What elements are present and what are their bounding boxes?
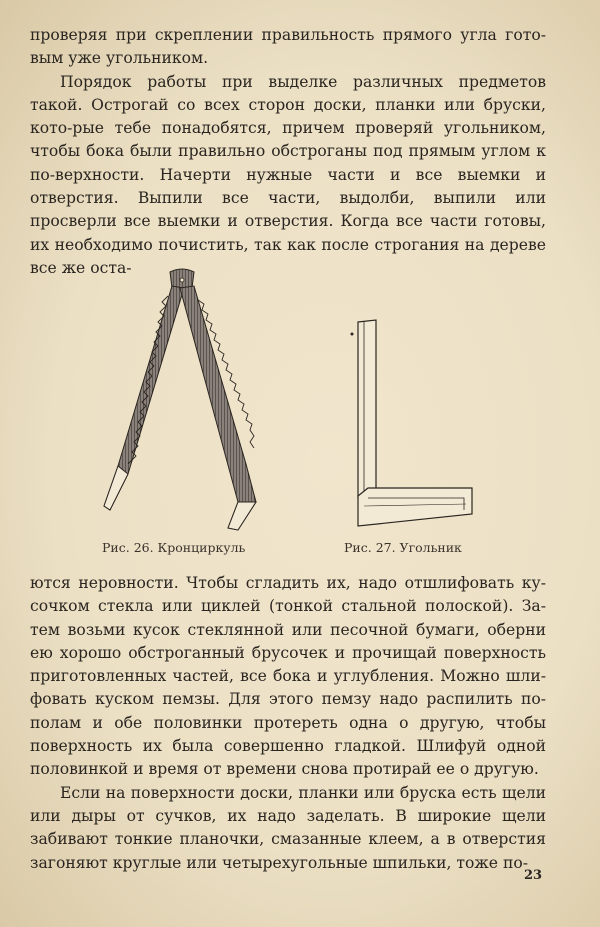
paragraph: ются неровности. Чтобы сгладить их, надо отшлифовать ку-сочком стекла или циклей (тонкой стальной полоской). За-тем возьми кусок стеклянной или песочной бумаги, оберни ею хорошо обстроганный брусочек и прочищай поверхность приготовленных частей, все бока и углубления. Можно шли-фовать куском пемзы. Для этого пемзу надо распилить по-полам и обе половинки протереть одна о другую, чтобы поверхность их была совершенно гладкой. Шлифуй одной половинкой и время от времени снова протирай ее о другую. — [30, 574, 546, 779]
paragraph: Порядок работы при выделке различных предметов такой. Острогай со всех сторон доски, планки или бруски, кото-рые тебе понадобятся, причем проверяй угольником, чтобы бока были правильно обстроганы под прямым углом к по-верхности. Начерти нужные части и все выемки и отверстия. Выпили все части, выдолби, выпили или просверли все выемки и отверстия. Когда все части готовы, их необходимо почистить, так как после строгания на дереве все же оста- — [30, 72, 546, 277]
text-block-top — [30, 24, 546, 280]
caliper-icon — [98, 266, 263, 536]
text-block-bottom — [30, 572, 546, 875]
square-icon — [346, 318, 481, 530]
figure-caption: Рис. 27. Угольник — [344, 540, 462, 555]
paragraph: проверяя при скреплении правильность прямого угла гото-вым уже угольником. — [30, 26, 546, 68]
paragraph: Если на поверхности доски, планки или бруска есть щели или дыры от сучков, их надо заделать. В широкие щели забивают тонкие планочки, смазанные клеем, а в отверстия загоняют круглые или четырехугольные шпильки, тоже по- — [30, 783, 546, 872]
page-number: 23 — [524, 868, 543, 883]
figure-caption: Рис. 26. Кронциркуль — [102, 540, 246, 555]
